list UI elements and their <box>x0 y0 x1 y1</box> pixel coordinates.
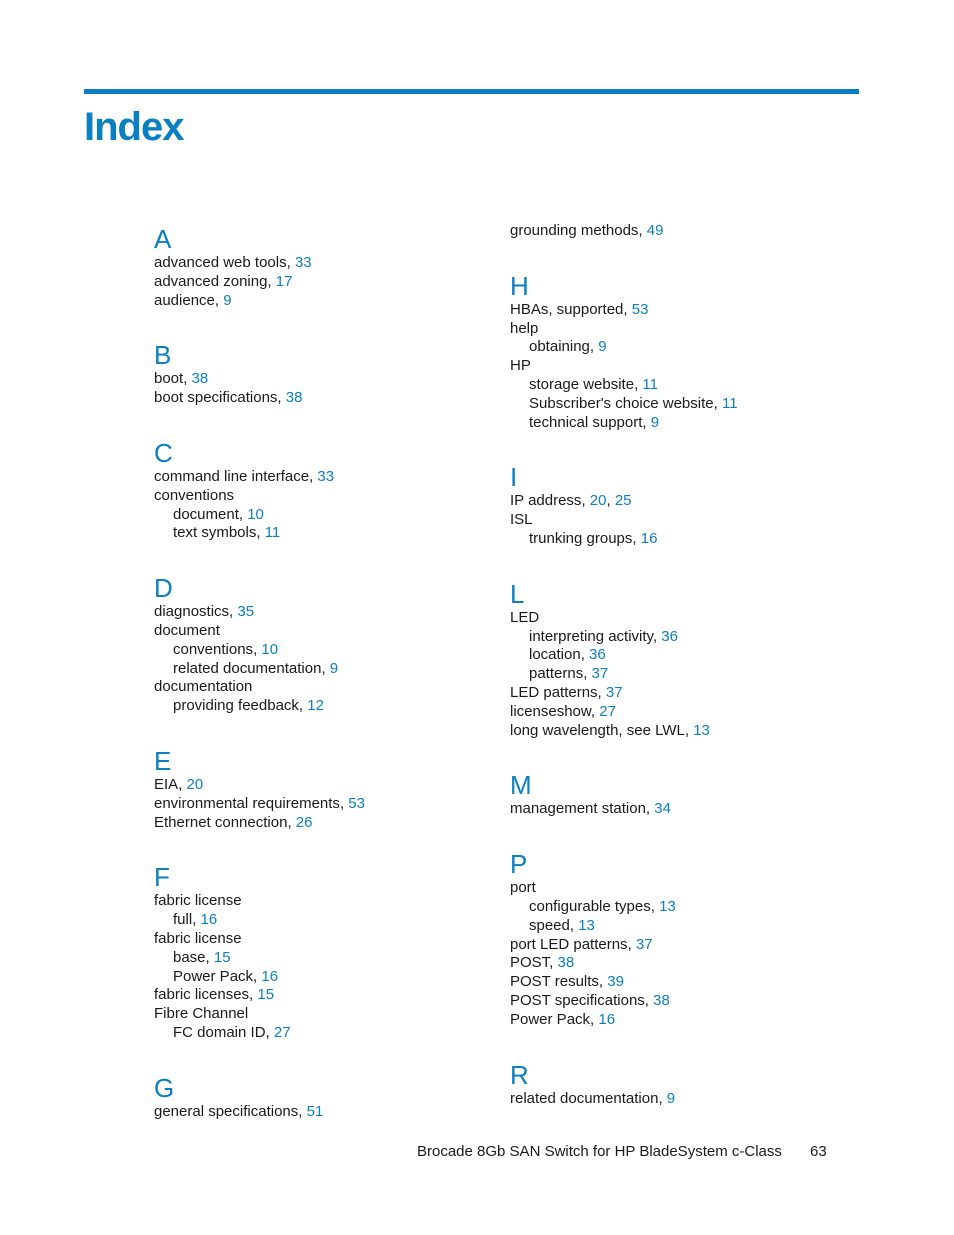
index-subentry: patterns, 37 <box>529 665 609 683</box>
index-entry: command line interface, 33 <box>154 467 335 485</box>
page-link[interactable]: 38 <box>285 389 303 407</box>
index-term: licenseshow <box>510 702 591 720</box>
section-letter: R <box>510 1059 529 1090</box>
index-term: patterns <box>529 665 584 683</box>
page-link[interactable]: 13 <box>578 916 595 934</box>
index-term: documentation <box>154 678 253 696</box>
index-subentry: obtaining, 9 <box>529 338 607 356</box>
page-link[interactable]: 53 <box>631 300 649 318</box>
index-term: document <box>154 621 220 639</box>
page-title: Index <box>84 105 184 149</box>
index-term: Ethernet connection <box>154 813 288 831</box>
page-link[interactable]: 11 <box>721 394 738 412</box>
page-link[interactable]: 9 <box>598 338 607 356</box>
index-term: storage website <box>529 375 635 393</box>
page-link[interactable]: 33 <box>294 254 312 271</box>
page-link[interactable]: 16 <box>598 1010 616 1028</box>
index-term: fabric licenses <box>154 986 250 1004</box>
index-subentry: Power Pack, 16 <box>173 967 279 985</box>
index-term: HBAs, supported <box>510 300 624 318</box>
index-entry: environmental requirements, 53 <box>154 794 365 812</box>
section-letter: A <box>154 224 172 254</box>
index-term: text symbols <box>173 524 257 542</box>
index-entry-list <box>154 254 514 310</box>
page-link[interactable]: 11 <box>264 524 281 542</box>
index-subentry: full, 16 <box>173 911 218 929</box>
page-link[interactable]: 37 <box>605 683 623 701</box>
index-entry <box>510 511 870 530</box>
index-term: technical support <box>529 413 643 431</box>
page-link[interactable]: 38 <box>557 954 575 972</box>
index-term: full <box>173 911 193 929</box>
index-entry: boot specifications, 38 <box>154 389 303 407</box>
index-subentry: trunking groups, 16 <box>529 529 658 547</box>
index-entry <box>154 678 514 697</box>
index-term: speed <box>529 916 570 934</box>
page-link[interactable]: 20 <box>589 492 607 510</box>
section-letter: E <box>154 745 172 776</box>
index-column-left <box>154 224 514 1152</box>
page-link[interactable]: 38 <box>653 991 670 1009</box>
index-entry-list <box>510 800 870 819</box>
index-term: LED <box>510 608 540 626</box>
index-section-p <box>510 849 870 1029</box>
index-term: advanced zoning <box>154 272 268 290</box>
index-entry: management station, 34 <box>510 800 671 818</box>
section-letter: F <box>154 862 170 893</box>
index-term: POST specifications <box>510 991 645 1009</box>
index-term: related documentation <box>510 1089 659 1107</box>
index-subentry: providing feedback, 12 <box>173 697 324 715</box>
index-term: related documentation <box>173 659 322 677</box>
index-term: diagnostics <box>154 603 230 621</box>
index-term: environmental requirements <box>154 794 340 812</box>
footer-document-title: Brocade 8Gb SAN Switch for HP BladeSystem c-Class <box>417 1143 782 1160</box>
index-term: management station <box>510 800 646 818</box>
index-entry: audience, 9 <box>154 291 232 309</box>
index-entry-list <box>510 879 870 1029</box>
index-entry-list <box>510 609 870 741</box>
index-subentry: base, 15 <box>173 948 231 966</box>
index-subentry: text symbols, 11 <box>173 524 281 542</box>
page-link[interactable]: 13 <box>659 897 676 915</box>
index-entry <box>510 879 870 898</box>
index-term: Subscriber's choice website <box>529 394 714 412</box>
page-link[interactable]: 15 <box>257 986 275 1004</box>
index-entry <box>154 622 514 641</box>
index-term: FC domain ID <box>173 1023 266 1041</box>
index-term: boot <box>154 370 184 388</box>
index-term: LED patterns <box>510 683 598 701</box>
index-term: fabric license <box>154 929 242 947</box>
page-link[interactable]: 27 <box>599 702 616 720</box>
index-entry: fabric licenses, 15 <box>154 986 275 1004</box>
index-term: audience <box>154 291 215 309</box>
index-entry: related documentation, 9 <box>510 1089 676 1107</box>
index-section-b <box>154 340 514 408</box>
section-letter: I <box>510 462 518 493</box>
index-entry: IP address, 20, 25 <box>510 492 632 510</box>
index-section-h <box>510 271 870 433</box>
index-entry-list <box>510 492 870 548</box>
index-entry <box>510 357 870 376</box>
section-letter: L <box>510 578 525 609</box>
footer-page-number: 63 <box>810 1143 827 1160</box>
page-link[interactable]: 13 <box>693 721 710 739</box>
page-link[interactable]: 10 <box>261 640 279 658</box>
index-entry <box>510 609 870 628</box>
index-entry <box>510 320 870 339</box>
header-rule <box>84 89 859 94</box>
index-entry <box>154 930 514 949</box>
index-section-a <box>154 224 514 310</box>
section-letter: G <box>154 1072 175 1103</box>
index-section-g <box>154 1073 514 1122</box>
index-column-right <box>510 222 870 1138</box>
index-term: interpreting activity <box>529 627 653 645</box>
index-subentry: conventions, 10 <box>173 640 279 658</box>
index-subentry: technical support, 9 <box>529 413 660 431</box>
page-link[interactable]: 20 <box>186 775 204 793</box>
index-section-l <box>510 579 870 741</box>
index-term: long wavelength, see LWL <box>510 721 685 739</box>
page-link[interactable]: 16 <box>640 529 658 547</box>
index-term: obtaining <box>529 338 590 356</box>
index-term: ISL <box>510 511 533 529</box>
index-section-d <box>154 573 514 716</box>
section-letter: P <box>510 849 528 880</box>
section-letter: C <box>154 437 173 468</box>
index-term: command line interface <box>154 467 310 485</box>
index-term: conventions <box>173 640 254 658</box>
index-entry-list <box>510 1090 870 1109</box>
index-entry: advanced zoning, 17 <box>154 272 293 290</box>
page-link[interactable]: 26 <box>295 813 313 831</box>
page-link[interactable]: 16 <box>261 967 279 985</box>
page-link[interactable]: 49 <box>646 222 664 239</box>
page-link[interactable]: 53 <box>348 794 365 812</box>
index-subentry: document, 10 <box>173 505 264 523</box>
page-link[interactable]: 38 <box>191 370 209 388</box>
index-entry <box>154 487 514 506</box>
index-subentry: location, 36 <box>529 646 606 664</box>
index-section-c <box>154 438 514 543</box>
index-entry: POST specifications, 38 <box>510 991 670 1009</box>
page-link[interactable]: 35 <box>237 603 255 621</box>
index-subentry: related documentation, 9 <box>173 659 339 677</box>
page-link[interactable]: 36 <box>661 627 678 645</box>
index-term: port <box>510 879 536 897</box>
index-entry: Ethernet connection, 26 <box>154 813 313 831</box>
index-entry: grounding methods, 49 <box>510 222 664 239</box>
index-term: configurable types <box>529 897 651 915</box>
section-letter: M <box>510 770 532 801</box>
index-entry: advanced web tools, 33 <box>154 254 312 271</box>
index-subentry: Subscriber's choice website, 11 <box>529 394 738 412</box>
section-letter: H <box>510 270 529 301</box>
index-entry <box>154 1005 514 1024</box>
index-term: fabric license <box>154 892 242 910</box>
index-term: document <box>173 505 239 523</box>
page-link[interactable]: 37 <box>635 935 653 953</box>
index-entry: general specifications, 51 <box>154 1102 324 1120</box>
index-term: Fibre Channel <box>154 1005 249 1023</box>
index-section-f <box>154 862 514 1042</box>
section-letter: B <box>154 340 172 371</box>
page-link[interactable]: 9 <box>650 413 660 431</box>
page-link[interactable]: 12 <box>307 697 324 715</box>
index-entry <box>154 892 514 911</box>
index-term: HP <box>510 357 531 375</box>
index-entry-list <box>154 370 514 408</box>
index-section-m <box>510 770 870 819</box>
page-link[interactable]: 33 <box>317 467 335 485</box>
index-section-e <box>154 746 514 832</box>
index-term: location <box>529 646 581 664</box>
index-term: POST results <box>510 973 599 991</box>
index-entry: Power Pack, 16 <box>510 1010 616 1028</box>
index-section-i <box>510 462 870 548</box>
index-term: trunking groups <box>529 529 633 547</box>
index-term: Power Pack <box>173 967 254 985</box>
index-term: port LED patterns <box>510 935 628 953</box>
index-term: grounding methods <box>510 222 639 239</box>
index-entry: long wavelength, see LWL, 13 <box>510 721 710 739</box>
index-entry: LED patterns, 37 <box>510 683 623 701</box>
index-term: base <box>173 948 206 966</box>
page-link[interactable]: 15 <box>213 948 231 966</box>
index-entry: POST, 38 <box>510 954 575 972</box>
page-link[interactable]: 9 <box>223 291 232 309</box>
index-entry: boot, 38 <box>154 370 209 388</box>
page-link[interactable]: 37 <box>591 665 609 683</box>
index-entry-list <box>154 1103 514 1122</box>
index-entry-list <box>154 892 514 1042</box>
index-term: conventions <box>154 486 235 504</box>
index-term: help <box>510 319 539 337</box>
index-entry: licenseshow, 27 <box>510 702 616 720</box>
page-link[interactable]: 25 <box>614 492 632 510</box>
index-term: IP address <box>510 492 582 510</box>
index-subentry: configurable types, 13 <box>529 897 676 915</box>
page-link[interactable]: 34 <box>654 800 671 818</box>
index-term: advanced web tools <box>154 254 287 271</box>
index-entry: HBAs, supported, 53 <box>510 300 649 318</box>
index-entry-list <box>154 468 514 543</box>
index-entry: POST results, 39 <box>510 973 624 991</box>
index-entry: diagnostics, 35 <box>154 603 255 621</box>
index-subentry: interpreting activity, 36 <box>529 627 678 645</box>
index-subentry: speed, 13 <box>529 916 595 934</box>
index-term: POST <box>510 954 550 972</box>
index-subentry: FC domain ID, 27 <box>173 1023 291 1041</box>
index-entry-list <box>154 603 514 716</box>
index-entry: port LED patterns, 37 <box>510 935 653 953</box>
index-entry: EIA, 20 <box>154 775 204 793</box>
page-link[interactable]: 9 <box>666 1089 676 1107</box>
page-link[interactable]: 16 <box>200 911 218 929</box>
page-link[interactable]: 51 <box>306 1102 324 1120</box>
index-term: boot specifications <box>154 389 278 407</box>
section-letter: D <box>154 573 173 604</box>
page-link[interactable]: 9 <box>329 659 339 677</box>
index-entry-list <box>154 776 514 832</box>
page-link[interactable]: 10 <box>247 505 264 523</box>
index-term: general specifications <box>154 1102 299 1120</box>
index-section-r <box>510 1060 870 1109</box>
page-link[interactable]: 36 <box>589 646 606 664</box>
page-link[interactable]: 27 <box>273 1023 291 1041</box>
index-continued-entries <box>510 222 870 241</box>
page-link[interactable]: 39 <box>607 973 624 991</box>
index-term: providing feedback <box>173 697 299 715</box>
page-link[interactable]: 11 <box>642 375 658 393</box>
index-term: Power Pack <box>510 1010 591 1028</box>
index-term: EIA <box>154 775 179 793</box>
page-link[interactable]: 17 <box>275 272 293 290</box>
index-entry-list <box>510 301 870 433</box>
index-subentry: storage website, 11 <box>529 375 658 393</box>
